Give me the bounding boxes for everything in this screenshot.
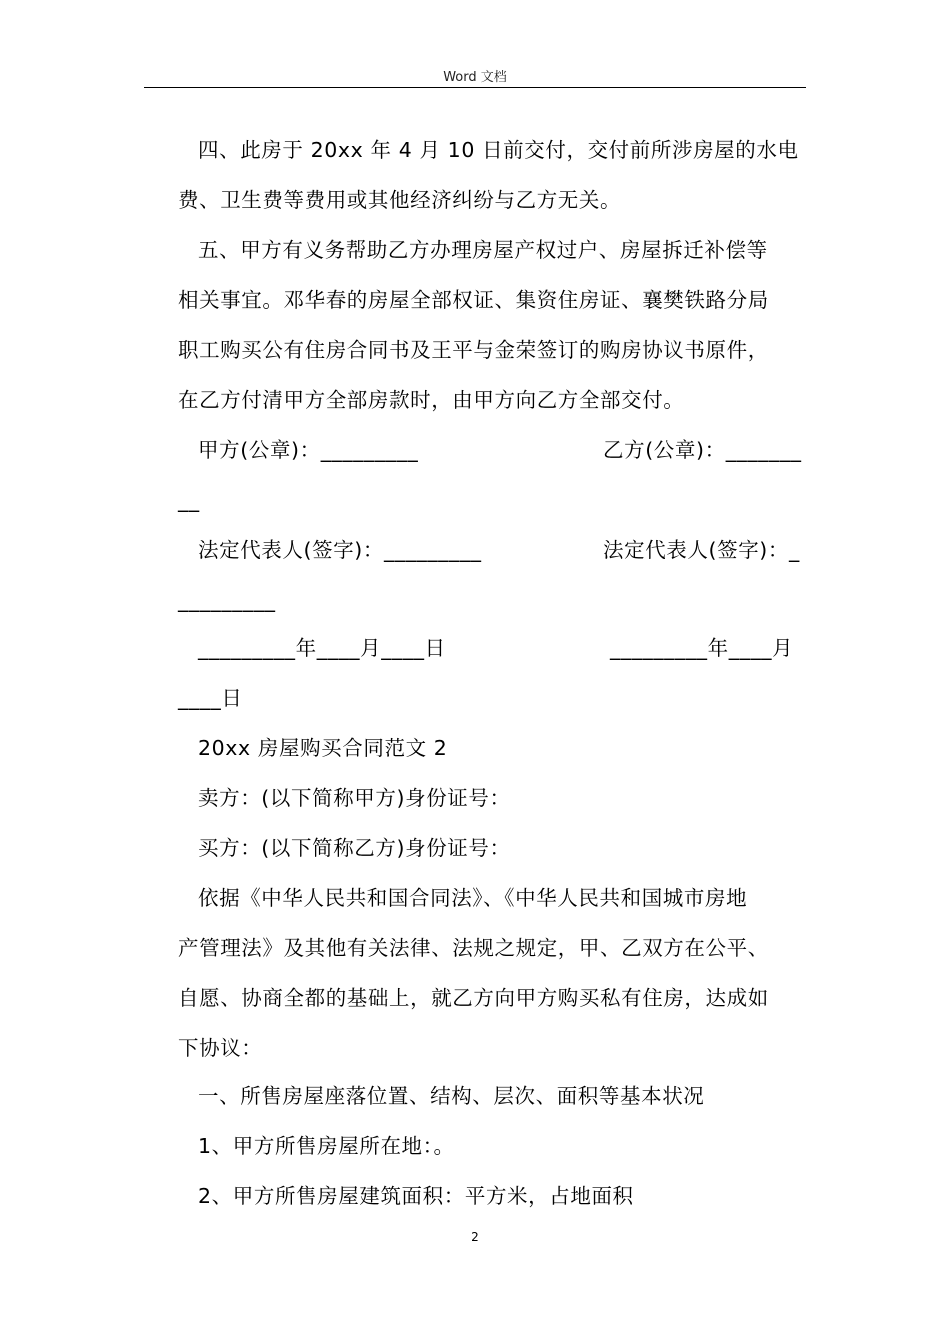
paragraph-5-line-4: 在乙方付清甲方全部房款时，由甲方向乙方全部交付。 xyxy=(178,388,685,412)
basis-paragraph-line-4: 下协议： xyxy=(178,1036,263,1060)
clause-1-item-2: 2、甲方所售房屋建筑面积：平方米，占地面积 xyxy=(198,1184,634,1208)
party-b-date-field: _________年____月 xyxy=(610,636,794,660)
section-title: 20xx 房屋购买合同范文 2 xyxy=(198,736,448,760)
header-divider xyxy=(144,87,806,88)
clause-1-heading: 一、所售房屋座落位置、结构、层次、面积等基本状况 xyxy=(198,1084,705,1108)
page-number: 2 xyxy=(471,1230,479,1244)
paragraph-4-line-1: 四、此房于 20xx 年 4 月 10 日前交付，交付前所涉房屋的水电 xyxy=(198,138,799,162)
basis-paragraph-line-3: 自愿、协商全都的基础上，就乙方向甲方购买私有住房，达成如 xyxy=(178,986,769,1010)
document-header: Word 文档 xyxy=(443,70,507,85)
buyer-line: 买方：(以下简称乙方)身份证号： xyxy=(198,836,511,860)
seller-line: 卖方：(以下简称甲方)身份证号： xyxy=(198,786,511,810)
party-b-representative-wrap: _________ xyxy=(178,588,276,612)
party-b-seal-wrap: __ xyxy=(178,488,200,512)
party-a-seal-field: 甲方(公章)：_________ xyxy=(198,438,419,462)
paragraph-5-line-2: 相关事宜。邓华春的房屋全部权证、集资住房证、襄樊铁路分局 xyxy=(178,288,769,312)
party-a-representative-field: 法定代表人(签字)：_________ xyxy=(198,538,482,562)
party-a-date-field: _________年____月____日 xyxy=(198,636,446,660)
clause-1-item-1: 1、甲方所售房屋所在地：。 xyxy=(198,1134,455,1158)
party-b-seal-field: 乙方(公章)：_______ xyxy=(603,438,802,462)
paragraph-5-line-3: 职工购买公有住房合同书及王平与金荣签订的购房协议书原件， xyxy=(178,338,769,362)
paragraph-5-line-1: 五、甲方有义务帮助乙方办理房屋产权过户、房屋拆迁补偿等 xyxy=(198,238,768,262)
party-b-representative-field: 法定代表人(签字)：_ xyxy=(603,538,800,562)
basis-paragraph-line-1: 依据《中华人民共和国合同法》、《中华人民共和国城市房地 xyxy=(198,886,748,910)
party-b-date-wrap: ____日 xyxy=(178,686,243,710)
basis-paragraph-line-2: 产管理法》及其他有关法律、法规之规定，甲、乙双方在公平、 xyxy=(178,936,769,960)
paragraph-4-line-2: 费、卫生费等费用或其他经济纠纷与乙方无关。 xyxy=(178,188,622,212)
